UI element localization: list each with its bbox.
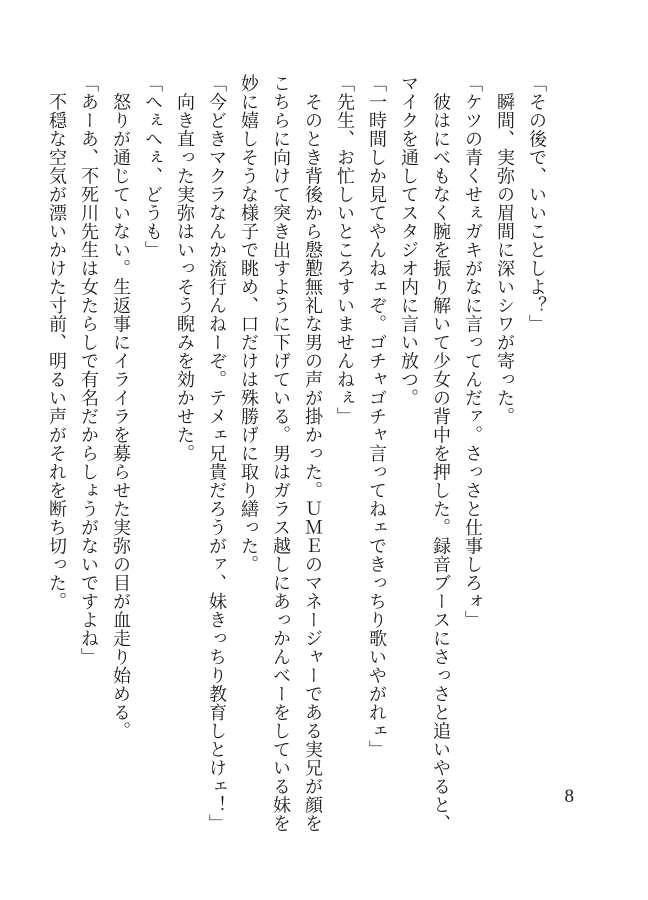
text-line: 「その後で、いいことしよ？」 bbox=[526, 74, 547, 333]
text-line: マイクを通してスタジオ内に言い放つ。 bbox=[398, 74, 419, 407]
text-line: そのとき背後から慇懃無礼な男の声が掛かった。ＵＭＥのマネージャーである実兄が顔を bbox=[302, 74, 323, 833]
text-line: 彼はにべもなく腕を振り解いて少女の背中を押した。録音ブースにさっさと追いやると、 bbox=[430, 74, 451, 833]
text-line: 瞬間、実弥の眉間に深いシワが寄った。 bbox=[494, 74, 515, 426]
text-line: 「今どきマクラなんか流行んねーぞ。テメェ兄貴だろうがァ、妹きっちり教育しとけェ！」 bbox=[206, 74, 227, 833]
vertical-text-body bbox=[40, 74, 552, 833]
text-line: 不穏な空気が漂いかけた寸前、明るい声がそれを断ち切った。 bbox=[46, 74, 67, 611]
text-line: こちらに向けて突き出すように下げている。男はガラス越しにあっかんべーをしている妹を bbox=[270, 74, 291, 833]
page-number: 8 bbox=[564, 786, 574, 807]
text-line: 怒りが通じていない。生返事にイライラを募らせた実弥の目が血走り始める。 bbox=[110, 74, 131, 740]
text-line: 「あーあ、不死川先生は女たらしで有名だからしょうがないですよね」 bbox=[78, 74, 99, 666]
text-line: 「ケツの青くせぇガキがなに言ってんだァ。さっさと仕事しろォ」 bbox=[462, 74, 483, 629]
text-line: 向き直った実弥はいっそう睨みを効かせた。 bbox=[174, 74, 195, 463]
text-line: 妙に嬉しそうな様子で眺め、口だけは殊勝げに取り繕った。 bbox=[238, 74, 259, 574]
text-line: 「一時間しか見てやんねェぞ。ゴチャゴチャ言ってねェできっちり歌いやがれェ」 bbox=[366, 74, 387, 759]
text-line: 「へぇへぇ、どうも」 bbox=[142, 74, 163, 259]
text-line: 「先生、お忙しいところすいませんねぇ」 bbox=[334, 74, 355, 426]
